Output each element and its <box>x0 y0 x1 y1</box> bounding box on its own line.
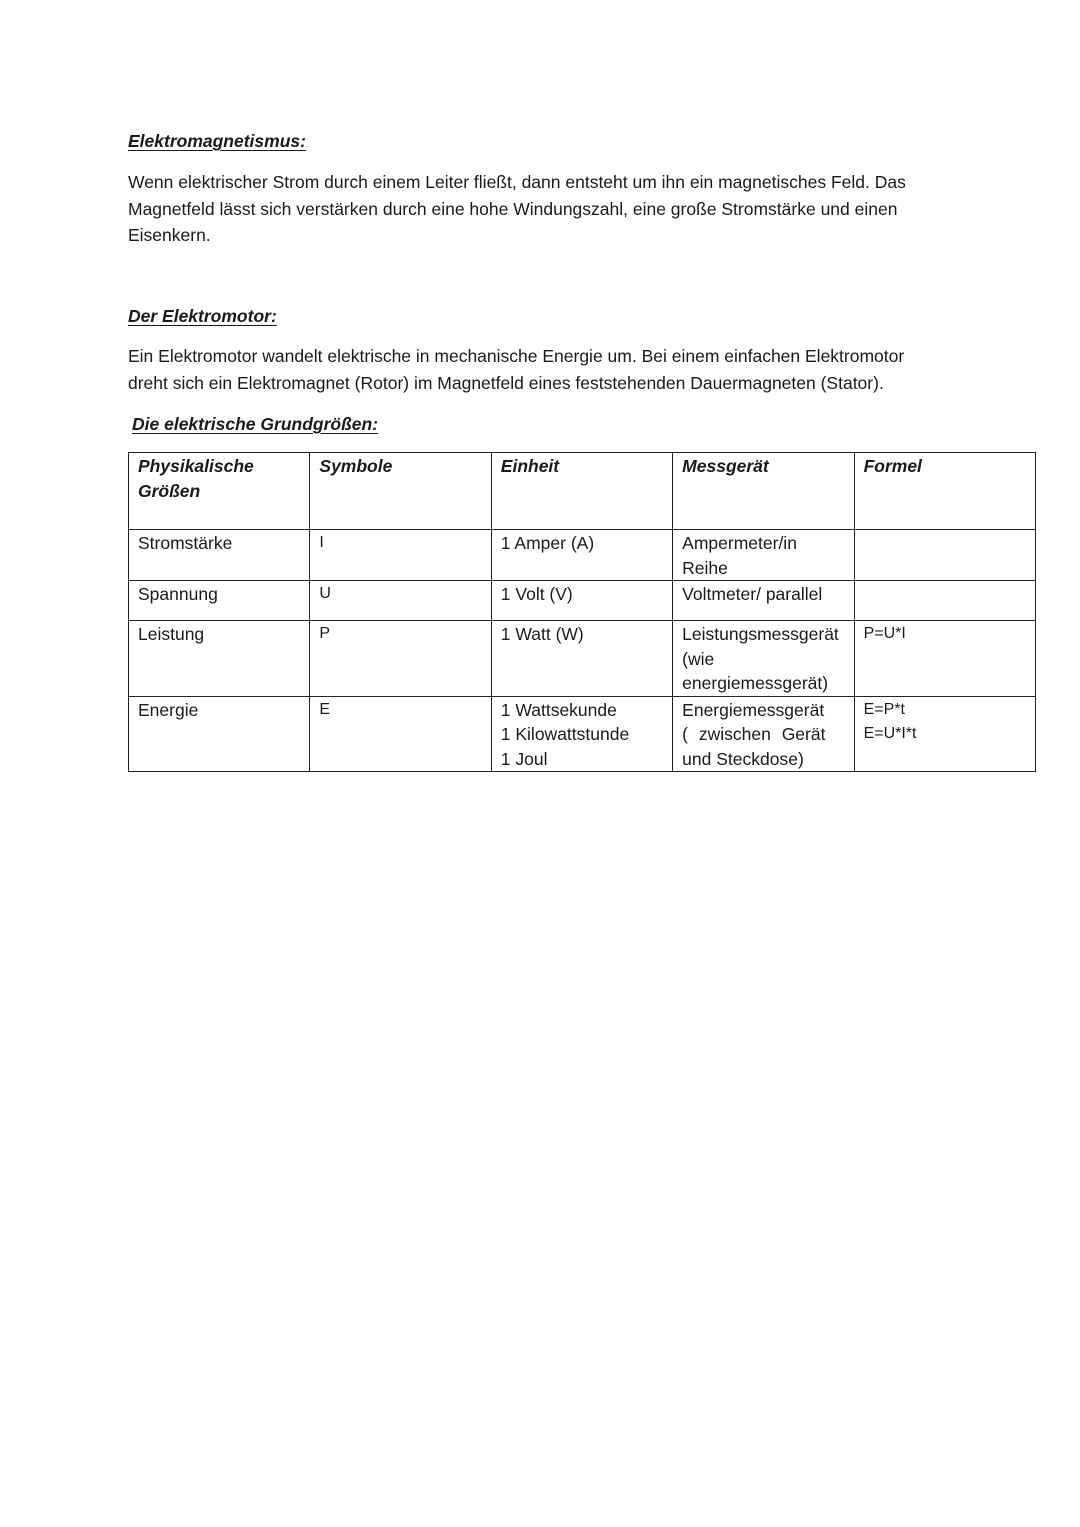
cell-line: 1 Wattsekunde <box>500 699 617 720</box>
cell-formula <box>854 530 1035 581</box>
cell-line: Ampermeter/in <box>682 533 797 553</box>
header-line: Formel <box>863 456 922 476</box>
paragraph-line: dreht sich ein Elektromagnet (Rotor) im Magnetfeld eines feststehenden Dauermagneten (Stator). <box>128 372 884 393</box>
cell-line: 1 Joul <box>500 748 548 769</box>
cell-quantity: Leistung <box>129 621 310 697</box>
cell-device <box>673 581 854 621</box>
cell-line: 1 Amper (A) <box>500 533 595 553</box>
cell-line: 1 Watt (W) <box>500 624 584 644</box>
cell-unit <box>491 696 672 772</box>
cell-line: E=P*t <box>863 700 905 718</box>
header-line: Messgerät <box>682 456 769 476</box>
table-row <box>129 696 1036 772</box>
cell-line: 1 Volt (V) <box>500 584 573 604</box>
cell-symbol: U <box>310 581 491 621</box>
paragraph-line: Magnetfeld lässt sich verstärken durch eine hohe Windungszahl, eine große Stromstärke und einen <box>128 198 898 219</box>
header-line: Einheit <box>500 456 560 476</box>
paragraph-line: Eisenkern. <box>128 225 211 245</box>
header-line: Größen <box>138 480 201 501</box>
header-line: Symbole <box>319 456 393 476</box>
cell-symbol: E <box>310 696 491 772</box>
cell-line: energiemessgerät) <box>682 673 829 693</box>
cell-symbol: P <box>310 621 491 697</box>
grundgroessen-table <box>128 452 1036 772</box>
table-row <box>129 530 1036 581</box>
header-einheit <box>491 453 672 530</box>
cell-line: Leistungsmessgerät <box>682 624 839 644</box>
cell-unit <box>491 621 672 697</box>
table-row <box>129 621 1036 697</box>
heading-elektromotor: Der Elektromotor: <box>128 306 277 326</box>
header-messgeraet <box>673 453 854 530</box>
paragraph-elektromagnetismus <box>128 169 958 249</box>
cell-formula <box>854 581 1035 621</box>
cell-symbol: I <box>310 530 491 581</box>
header-physikalische-groessen <box>129 453 310 530</box>
cell-line: Voltmeter/ parallel <box>682 584 823 604</box>
cell-line: (wie <box>682 648 715 669</box>
cell-quantity: Spannung <box>129 581 310 621</box>
cell-device <box>673 696 854 772</box>
paragraph-line: Wenn elektrischer Strom durch einem Leiter fließt, dann entsteht um ihn ein magnetisches Feld. Das <box>128 172 906 192</box>
table-row <box>129 581 1036 621</box>
cell-quantity: Stromstärke <box>129 530 310 581</box>
cell-line: P=U*I <box>863 625 906 642</box>
header-line: Physikalische <box>138 456 254 476</box>
cell-unit <box>491 581 672 621</box>
cell-formula <box>854 696 1035 772</box>
cell-formula <box>854 621 1035 697</box>
cell-line: Reihe <box>682 557 728 578</box>
cell-line: 1 Kilowattstunde <box>500 724 630 744</box>
cell-quantity: Energie <box>129 696 310 772</box>
header-symbole <box>310 453 491 530</box>
header-formel <box>854 453 1035 530</box>
cell-line: ( zwischen Gerät <box>682 724 826 744</box>
paragraph-elektromotor <box>128 343 958 396</box>
cell-unit <box>491 530 672 581</box>
heading-elektromagnetismus: Elektromagnetismus: <box>128 131 306 151</box>
heading-grundgroessen: Die elektrische Grundgrößen: <box>132 414 379 434</box>
cell-device <box>673 621 854 697</box>
cell-line: Energiemessgerät <box>682 699 825 720</box>
table-header-row <box>129 453 1036 530</box>
cell-line: E=U*I*t <box>863 725 917 742</box>
cell-line: und Steckdose) <box>682 748 804 769</box>
cell-device <box>673 530 854 581</box>
paragraph-line: Ein Elektromotor wandelt elektrische in mechanische Energie um. Bei einem einfachen Elektromotor <box>128 346 905 366</box>
